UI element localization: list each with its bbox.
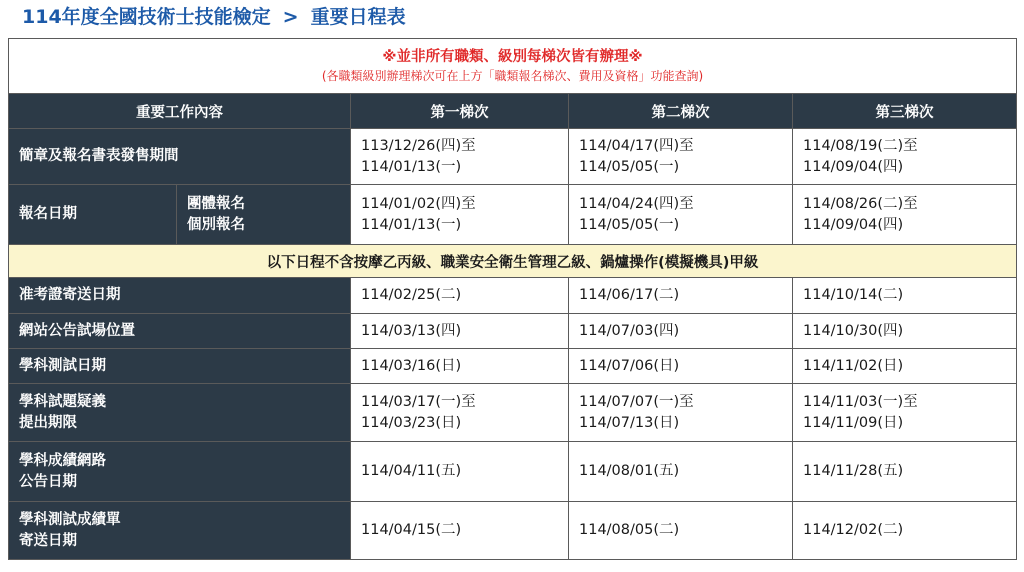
exclusion-band-row xyxy=(9,245,1017,278)
table-row-brochure xyxy=(9,129,1017,185)
header-batch-3: 第三梯次 xyxy=(793,94,1017,129)
row-label: 學科測試日期 xyxy=(9,349,351,384)
cell-batch-3: 114/08/19(二)至 114/09/04(四) xyxy=(793,129,1017,185)
cell-batch-1: 114/03/13(四) xyxy=(351,314,569,349)
cell-batch-3: 114/11/28(五) xyxy=(793,442,1017,502)
cell-batch-2: 114/06/17(二) xyxy=(569,278,793,314)
cell-batch-3: 114/11/02(日) xyxy=(793,349,1017,384)
exclusion-note: 以下日程不含按摩乙丙級、職業安全衛生管理乙級、鍋爐操作(模擬機具)甲級 xyxy=(9,245,1017,278)
cell-batch-2: 114/04/17(四)至 114/05/05(一) xyxy=(569,129,793,185)
row-label: 報名日期 xyxy=(9,185,177,245)
cell-batch-1: 113/12/26(四)至 114/01/13(一) xyxy=(351,129,569,185)
cell-batch-1: 114/03/17(一)至 114/03/23(日) xyxy=(351,384,569,442)
cell-batch-3: 114/10/14(二) xyxy=(793,278,1017,314)
header-row xyxy=(9,94,1017,129)
cell-batch-1: 114/04/15(二) xyxy=(351,502,569,560)
header-batch-2: 第二梯次 xyxy=(569,94,793,129)
notice-main: ※並非所有職類、級別每梯次皆有辦理※ xyxy=(382,49,643,65)
breadcrumb-current: 重要日程表 xyxy=(310,6,406,28)
cell-batch-3: 114/10/30(四) xyxy=(793,314,1017,349)
cell-batch-2: 114/04/24(四)至 114/05/05(一) xyxy=(569,185,793,245)
row-label: 簡章及報名書表發售期間 xyxy=(9,129,351,185)
row-label: 學科成績網路 公告日期 xyxy=(9,442,351,502)
table-row-written-test xyxy=(9,349,1017,384)
cell-batch-1: 114/03/16(日) xyxy=(351,349,569,384)
cell-batch-3: 114/11/03(一)至 114/11/09(日) xyxy=(793,384,1017,442)
table-row-score-online xyxy=(9,442,1017,502)
row-label: 准考證寄送日期 xyxy=(9,278,351,314)
cell-batch-1: 114/04/11(五) xyxy=(351,442,569,502)
cell-batch-3: 114/12/02(二) xyxy=(793,502,1017,560)
cell-batch-2: 114/08/01(五) xyxy=(569,442,793,502)
cell-batch-2: 114/07/07(一)至 114/07/13(日) xyxy=(569,384,793,442)
row-label: 學科測試成績單 寄送日期 xyxy=(9,502,351,560)
page-title xyxy=(22,2,406,32)
breadcrumb-separator: > xyxy=(282,6,299,28)
breadcrumb-title: 114年度全國技術士技能檢定 xyxy=(22,6,271,28)
cell-batch-2: 114/08/05(二) xyxy=(569,502,793,560)
cell-batch-1: 114/01/02(四)至 114/01/13(一) xyxy=(351,185,569,245)
row-label: 網站公告試場位置 xyxy=(9,314,351,349)
table-row-question-doubt xyxy=(9,384,1017,442)
schedule-table xyxy=(8,38,1017,560)
table-row-score-mail xyxy=(9,502,1017,560)
table-row-admission xyxy=(9,278,1017,314)
cell-batch-2: 114/07/03(四) xyxy=(569,314,793,349)
header-item: 重要工作內容 xyxy=(9,94,351,129)
header-batch-1: 第一梯次 xyxy=(351,94,569,129)
table-row-registration xyxy=(9,185,1017,245)
cell-batch-3: 114/08/26(二)至 114/09/04(四) xyxy=(793,185,1017,245)
cell-batch-1: 114/02/25(二) xyxy=(351,278,569,314)
notice-row xyxy=(9,39,1017,94)
row-label: 學科試題疑義 提出期限 xyxy=(9,384,351,442)
table-row-venue xyxy=(9,314,1017,349)
notice-sub: (各職類級別辦理梯次可在上方「職類報名梯次、費用及資格」功能查詢) xyxy=(321,69,704,83)
row-sublabel: 團體報名 個別報名 xyxy=(177,185,351,245)
notice-cell xyxy=(9,39,1017,94)
cell-batch-2: 114/07/06(日) xyxy=(569,349,793,384)
